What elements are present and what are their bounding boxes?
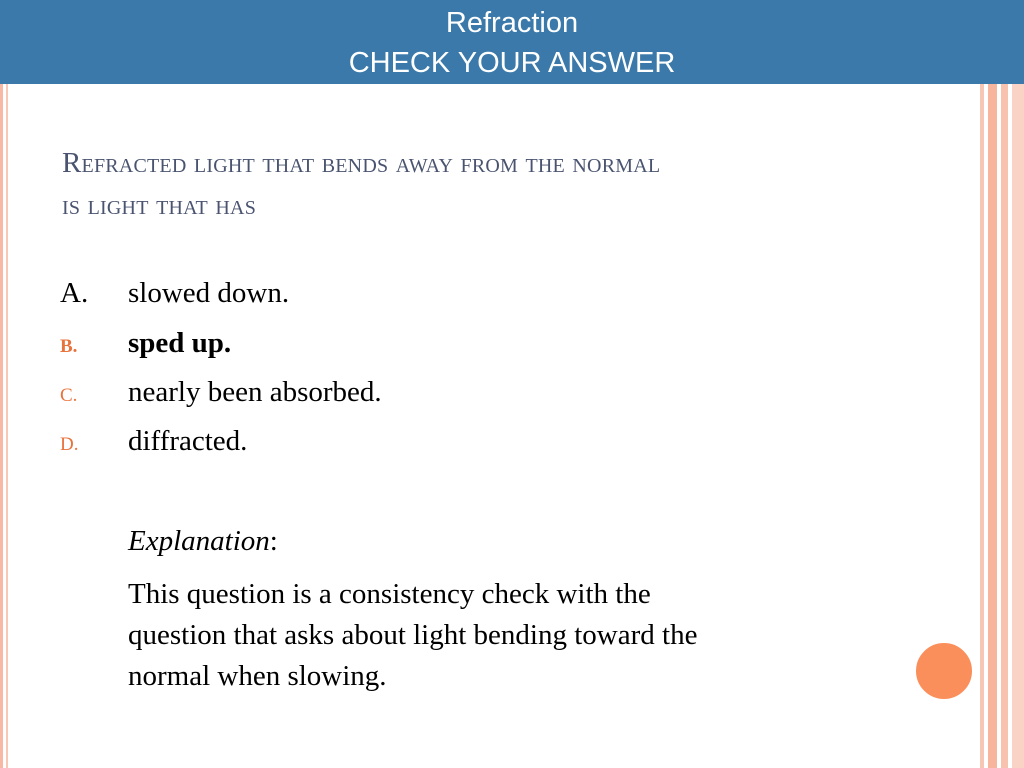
option-letter: D. <box>60 434 79 455</box>
right-decor-stripe <box>1001 84 1008 768</box>
left-decor-stripe <box>0 84 3 768</box>
explanation-colon: : <box>269 525 278 557</box>
option-letter: C. <box>60 385 78 406</box>
right-decor-stripe <box>1012 84 1024 768</box>
explanation-line: question that asks about light bending toward the <box>128 619 698 651</box>
explanation-label <box>128 525 278 558</box>
question-line: Refracted light that bends away from the normal <box>62 147 661 179</box>
slide-title: Refraction <box>445 7 579 39</box>
option-text: slowed down. <box>128 277 290 309</box>
explanation-line: This question is a consistency check with the <box>128 578 651 610</box>
option-letter: B. <box>60 336 78 357</box>
option-text: nearly been absorbed. <box>128 376 382 408</box>
right-decor-stripe <box>988 84 997 768</box>
left-decor-stripe <box>6 84 8 768</box>
slide-subtitle: CHECK YOUR ANSWER <box>348 47 676 79</box>
question-text <box>62 142 962 226</box>
right-decor-stripe <box>980 84 984 768</box>
explanation-text <box>128 574 948 697</box>
option-letter: A. <box>60 277 89 309</box>
option-text: sped up. <box>128 327 232 359</box>
slide-header <box>0 0 1024 84</box>
question-line: is light that has <box>62 189 257 221</box>
explanation-line: normal when slowing. <box>128 660 387 692</box>
option-text: diffracted. <box>128 425 248 457</box>
decorative-circle <box>913 640 975 702</box>
explanation-label-text: Explanation <box>128 525 270 557</box>
